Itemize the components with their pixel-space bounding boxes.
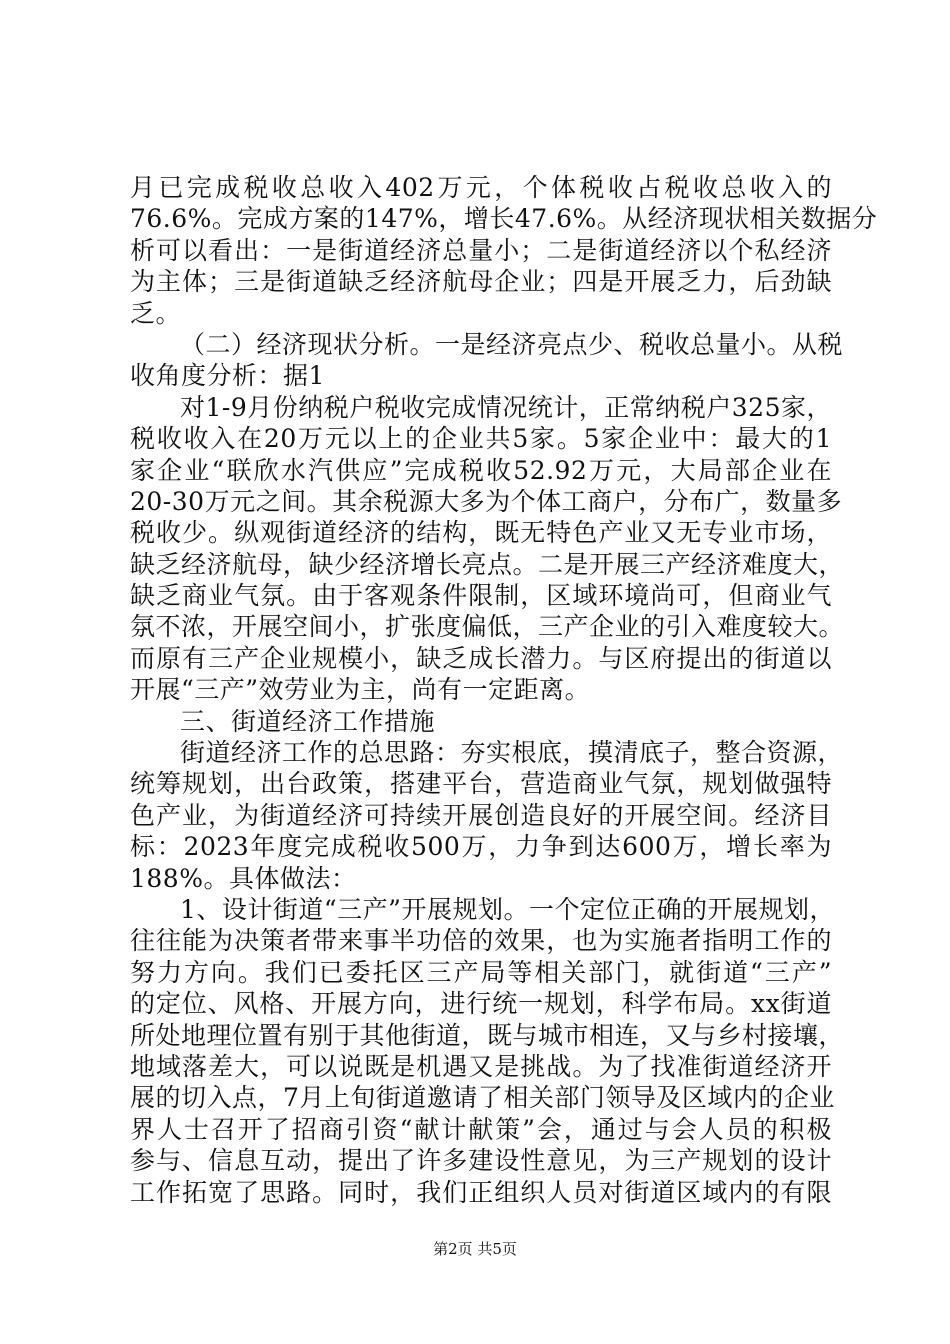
text-line: 所处地理位置有别于其他街道，既与城市相连，又与乡村接壤，	[130, 1020, 845, 1050]
page-footer: 第2页 共5页	[433, 1240, 517, 1258]
text-line: 缺乏商业气氛。由于客观条件限制，区域环境尚可，但商业气	[130, 581, 832, 611]
text-line: 参与、信息互动，提出了许多建设性意见，为三产规划的设计	[130, 1146, 832, 1176]
text-line: 统筹规划，出台政策，搭建平台，营造商业气氛，规划做强特	[130, 769, 832, 799]
text-line: 188%。具体做法：	[130, 863, 357, 893]
text-line: 而原有三产企业规模小，缺乏成长潜力。与区府提出的街道以	[130, 643, 832, 673]
text-line: 缺乏经济航母，缺少经济增长亮点。二是开展三产经济难度大，	[130, 549, 845, 579]
text-line: 收角度分析：据1	[130, 361, 325, 391]
text-line: 为主体；三是街道缺乏经济航母企业；四是开展乏力，后劲缺	[130, 267, 832, 297]
text-line: 析可以看出：一是街道经济总量小；二是街道经济以个私经济	[130, 235, 832, 265]
text-line: 街道经济工作的总思路：夯实根底，摸清底子，整合资源，	[180, 738, 844, 768]
text-line: 月已完成税收总收入402万元，个体税收占税收总收入的	[130, 173, 832, 202]
text-line: 的定位、风格、开展方向，进行统一规划，科学布局。xx街道	[130, 989, 832, 1019]
text-line: 工作拓宽了思路。同时，我们正组织人员对街道区域内的有限	[130, 1177, 832, 1207]
text-line: 1、设计街道“三产”开展规划。一个定位正确的开展规划，	[180, 894, 835, 924]
text-line: 努力方向。我们已委托区三产局等相关部门，就街道“三产”	[130, 957, 832, 987]
text-line: （二）经济现状分析。一是经济亮点少、税收总量小。从税	[180, 329, 844, 359]
text-line: 税收收入在20万元以上的企业共5家。5家企业中：最大的1	[130, 424, 832, 454]
text-line: 界人士召开了招商引资“献计献策”会，通过与会人员的积极	[130, 1114, 832, 1144]
text-line: 色产业，为街道经济可持续开展创造良好的开展空间。经济目	[130, 800, 832, 830]
text-line: 76.6%。完成方案的147%，增长47.6%。从经济现状相关数据分	[130, 204, 878, 234]
text-line: 税收少。纵观街道经济的结构，既无特色产业又无专业市场，	[130, 518, 832, 548]
text-line: 三、街道经济工作措施	[180, 706, 436, 736]
text-line: 地域落差大，可以说既是机遇又是挑战。为了找准街道经济开	[130, 1051, 832, 1081]
text-line: 标：2023年度完成税收500万，力争到达600万，增长率为	[130, 832, 832, 862]
text-line: 展的切入点，7月上旬街道邀请了相关部门领导及区域内的企业	[130, 1083, 835, 1113]
text-line: 家企业“联欣水汽供应”完成税收52.92万元，大局部企业在	[130, 455, 832, 485]
document-body	[130, 172, 878, 1208]
text-line: 氛不浓，开展空间小，扩张度偏低，三产企业的引入难度较大。	[130, 612, 845, 642]
text-line: 对1-9月份纳税户税收完成情况统计，正常纳税户325家，	[180, 392, 832, 422]
text-line: 乏。	[130, 298, 182, 328]
text-line: 往往能为决策者带来事半功倍的效果，也为实施者指明工作的	[130, 926, 832, 956]
text-line: 20-30万元之间。其余税源大多为个体工商户，分布广，数量多	[130, 486, 843, 516]
text-line: 开展“三产”效劳业为主，尚有一定距离。	[130, 675, 591, 705]
